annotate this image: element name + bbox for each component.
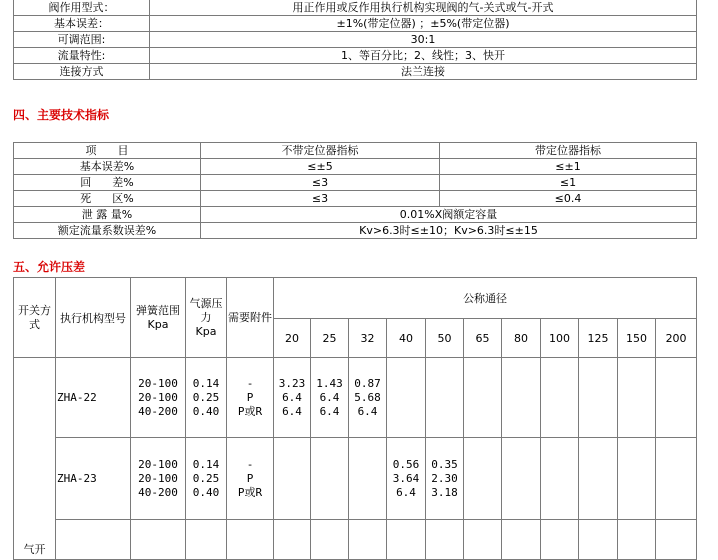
pressure-difference-table — [13, 277, 697, 560]
tech-merged-value: 0.01%X阀额定容量 — [201, 207, 697, 223]
accessory-cell: - P P或R — [227, 358, 274, 438]
dp-value-cell — [426, 358, 464, 438]
dp-value-cell — [502, 358, 541, 438]
header-spring-range: 弹簧范围 Kpa — [131, 278, 186, 358]
actuator-model-cell: ZHA-23 — [56, 438, 131, 520]
dp-value-cell — [274, 520, 311, 560]
header-switch-mode: 开关方式 — [14, 278, 56, 358]
diameter-header: 125 — [579, 319, 618, 358]
dp-value-cell — [618, 520, 656, 560]
spec-label: 可调范围: — [14, 32, 150, 48]
tech-no-positioner-value: ≤±5 — [201, 159, 440, 175]
dp-value-cell: 0.56 3.64 6.4 — [387, 438, 426, 520]
spec-label: 连接方式 — [14, 64, 150, 80]
header-no-positioner: 不带定位器指标 — [201, 143, 440, 159]
tech-row — [14, 159, 697, 175]
spec-value: 30:1 — [150, 32, 697, 48]
tech-merged-value: Kv>6.3时≤±10；Kv>6.3时≤±15 — [201, 223, 697, 239]
dp-value-cell — [618, 438, 656, 520]
spec-table — [13, 0, 697, 80]
accessory-cell: - P P或R — [227, 438, 274, 520]
dp-value-cell — [387, 520, 426, 560]
tech-row-label: 泄 露 量% — [14, 207, 201, 223]
dp-value-cell — [618, 358, 656, 438]
tech-with-positioner-value: ≤0.4 — [440, 191, 697, 207]
spec-row — [14, 16, 697, 32]
dp-value-cell — [464, 520, 502, 560]
dp-value-cell — [464, 438, 502, 520]
spec-row — [14, 32, 697, 48]
spring-range-cell: 20-100 20-100 40-200 — [131, 358, 186, 438]
air-pressure-cell — [186, 520, 227, 560]
header-air-pressure: 气源压力 Kpa — [186, 278, 227, 358]
diameter-header: 25 — [311, 319, 349, 358]
dp-value-cell — [656, 358, 697, 438]
diameter-header: 32 — [349, 319, 387, 358]
dp-value-cell — [426, 520, 464, 560]
header-accessory: 需要附件 — [227, 278, 274, 358]
section-heading-allowable-pressure: 五、允许压差 — [13, 260, 86, 274]
spec-value: ±1%(带定位器) ；±5%(带定位器) — [150, 16, 697, 32]
dp-value-cell — [387, 358, 426, 438]
diameter-header: 150 — [618, 319, 656, 358]
dp-value-cell — [349, 438, 387, 520]
spec-row — [14, 64, 697, 80]
spring-range-cell — [131, 520, 186, 560]
header-item: 项 目 — [14, 143, 201, 159]
air-pressure-cell: 0.14 0.25 0.40 — [186, 358, 227, 438]
actuator-model-cell: ZHA-22 — [56, 358, 131, 438]
spec-value: 1、等百分比；2、线性；3、快开 — [150, 48, 697, 64]
switch-mode-cell: 气开 — [14, 358, 56, 560]
dp-value-cell — [579, 358, 618, 438]
header-actuator-model: 执行机构型号 — [56, 278, 131, 358]
spec-row — [14, 0, 697, 16]
dp-value-cell: 0.35 2.30 3.18 — [426, 438, 464, 520]
header-nominal-diameter: 公称通径 — [274, 278, 697, 319]
dp-value-cell — [464, 358, 502, 438]
diameter-header: 65 — [464, 319, 502, 358]
tech-no-positioner-value: ≤3 — [201, 175, 440, 191]
dp-value-cell — [579, 520, 618, 560]
actuator-model-cell — [56, 520, 131, 560]
dp-value-cell — [311, 520, 349, 560]
dp-value-cell — [541, 358, 579, 438]
dp-value-cell — [541, 520, 579, 560]
tech-row — [14, 207, 697, 223]
diameter-header: 20 — [274, 319, 311, 358]
dp-value-cell — [311, 438, 349, 520]
dp-data-row — [14, 438, 697, 520]
tech-header-row — [14, 143, 697, 159]
dp-value-cell — [656, 520, 697, 560]
dp-data-row-partial — [14, 520, 697, 560]
tech-row — [14, 175, 697, 191]
tech-spec-table — [13, 142, 697, 239]
tech-row-label: 死 区% — [14, 191, 201, 207]
diameter-header: 40 — [387, 319, 426, 358]
dp-value-cell — [579, 438, 618, 520]
dp-value-cell: 0.87 5.68 6.4 — [349, 358, 387, 438]
tech-row-label: 额定流量系数误差% — [14, 223, 201, 239]
diameter-header: 50 — [426, 319, 464, 358]
dp-value-cell — [656, 438, 697, 520]
dp-value-cell: 3.23 6.4 6.4 — [274, 358, 311, 438]
tech-row-label: 回 差% — [14, 175, 201, 191]
spec-label: 流量特性: — [14, 48, 150, 64]
diameter-header: 100 — [541, 319, 579, 358]
diameter-header: 200 — [656, 319, 697, 358]
dp-value-cell — [502, 520, 541, 560]
accessory-cell — [227, 520, 274, 560]
dp-header-row — [14, 278, 697, 319]
dp-value-cell — [274, 438, 311, 520]
dp-value-cell — [349, 520, 387, 560]
dp-value-cell — [502, 438, 541, 520]
air-pressure-cell: 0.14 0.25 0.40 — [186, 438, 227, 520]
tech-no-positioner-value: ≤3 — [201, 191, 440, 207]
spec-label: 阀作用型式： — [14, 0, 150, 16]
section-heading-tech-specs: 四、主要技术指标 — [13, 108, 110, 122]
diameter-header: 80 — [502, 319, 541, 358]
tech-with-positioner-value: ≤1 — [440, 175, 697, 191]
spring-range-cell: 20-100 20-100 40-200 — [131, 438, 186, 520]
dp-data-row — [14, 358, 697, 438]
dp-value-cell: 1.43 6.4 6.4 — [311, 358, 349, 438]
header-with-positioner: 带定位器指标 — [440, 143, 697, 159]
tech-with-positioner-value: ≤±1 — [440, 159, 697, 175]
tech-row — [14, 191, 697, 207]
spec-value: 法兰连接 — [150, 64, 697, 80]
spec-value: 用正作用或反作用执行机构实现阀的气-关式或气-开式 — [150, 0, 697, 16]
dp-value-cell — [541, 438, 579, 520]
spec-label: 基本误差： — [14, 16, 150, 32]
tech-row-label: 基本误差% — [14, 159, 201, 175]
tech-row — [14, 223, 697, 239]
spec-row — [14, 48, 697, 64]
